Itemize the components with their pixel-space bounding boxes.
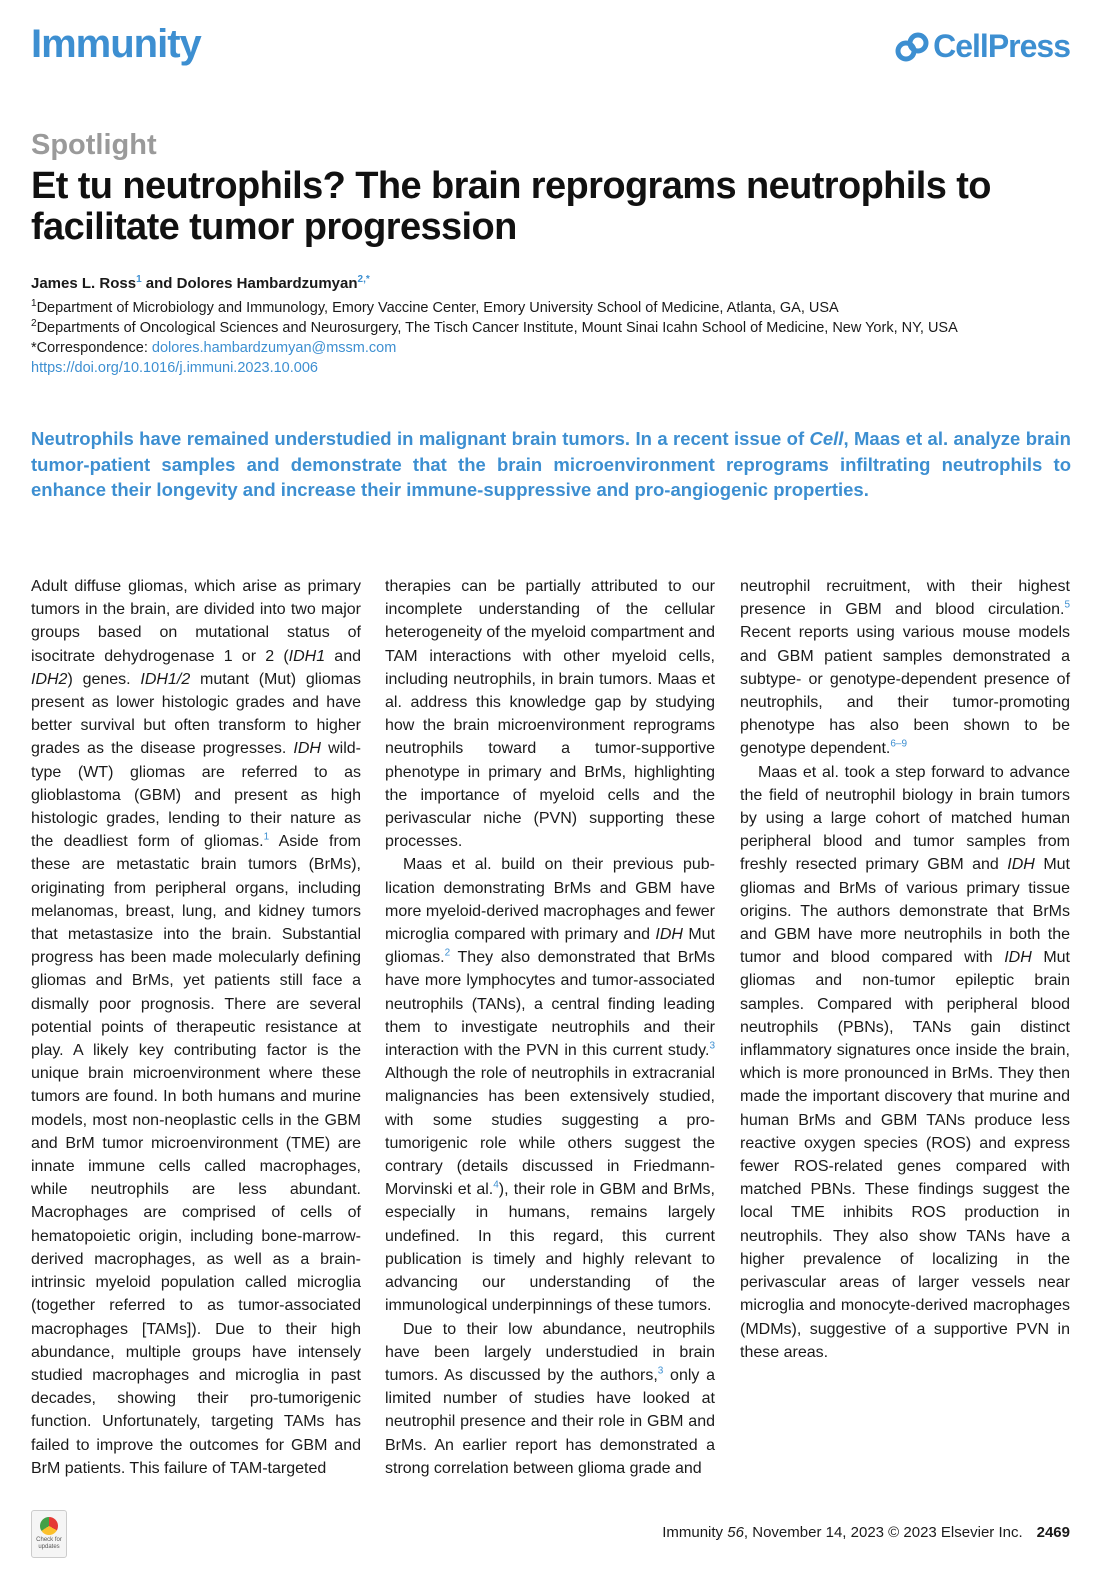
article-title: Et tu neutrophils? The brain reprograms neutrophils to facilitate tumor progression: [31, 165, 991, 248]
abstract-text: Neutrophils have remained understudied in malignant brain tumors. In a recent issue of: [31, 428, 810, 449]
paragraph-continued: neutrophil recruitment, with their highest presence in GBM and blood circulation.$^5$ Recent reports using various mouse models and GBM patient samples demonstrated a subtype- or genotype-dependent presence of neutrophils, and their tumor-promoting phenotype has also been shown to be genotype dependent.$^{6-9}$: [740, 578, 1071, 758]
author-sep: and: [141, 275, 177, 292]
citation-link[interactable]: 6–9: [890, 739, 908, 751]
citation-link[interactable]: 1: [263, 831, 270, 843]
affiliations: [31, 298, 1071, 378]
affiliation-2: [31, 318, 1071, 338]
body-column-1: [31, 575, 361, 1480]
citation-link[interactable]: 2: [444, 947, 451, 959]
body-column-3: [740, 575, 1070, 1364]
footer-journal: Immunity: [662, 1524, 728, 1541]
paragraph-continued: therapies can be partially attributed to our incomplete understanding of the cellular heterogeneity of the myeloid compartment and TAM interactions with other myeloid cells, including neutrophils, in brain tumors. Maas et al. address this knowledge gap by studying how the brain microenvironment reprograms neutrophils toward a tumor-supportive phenotype in primary and BrMs, highlighting the importance of myeloid cells and the perivascular niche (PVN) supporting these processes.: [385, 578, 716, 851]
cellpress-icon: [895, 32, 929, 62]
check-for-updates-badge[interactable]: [31, 1510, 67, 1558]
section-label: Spotlight: [31, 129, 157, 161]
publisher-logo: [895, 28, 1070, 65]
publisher-name: CellPress: [933, 28, 1070, 64]
paragraph: Maas et al. build on their previous publication demonstrating BrMs and GBM have more myeloid-derived macrophages and fewer microglia compared with primary and IDH Mut gliomas.$^2$ They also demonstrated that BrMs have more lymphocytes and tumor-associated neutrophils (TANs), a central finding leading them to investigate neutrophils and their interaction with the PVN in this current study.$^3$ Although the role of neutrophils in extracranial malignancies has been extensively studied, with some studies suggesting a pro-tumorigenic role while others suggest the contrary (details discussed in Friedmann-Morvinski et al.$^4$), their role in GBM and BrMs, especially in humans, remains largely undefined. In this regard, this current publication is timely and highly relevant to advancing our understanding of the immunological underpinnings of these tumors.: [385, 856, 715, 1315]
page-number: 2469: [1036, 1524, 1070, 1541]
correspondence: [31, 338, 1071, 358]
author-sup: 1: [136, 274, 142, 285]
affil-text: Departments of Oncological Sciences and Neurosurgery, The Tisch Cancer Institute, Mount Sinai Icahn School of Medicine, New York, NY, USA: [36, 320, 958, 336]
affil-text: Department of Microbiology and Immunology, Emory Vaccine Center, Emory University School of Medicine, Atlanta, GA, USA: [36, 300, 839, 316]
update-icon: [40, 1517, 58, 1535]
abstract-journal: Cell: [809, 428, 844, 449]
author-sup: 2,*: [357, 274, 370, 285]
citation-link[interactable]: 4: [493, 1179, 499, 1191]
badge-label: Check for updates: [36, 1537, 62, 1550]
page-footer: [662, 1524, 1070, 1541]
email-link[interactable]: dolores.hambardzumyan@mssm.com: [151, 340, 397, 356]
citation-link[interactable]: 3: [657, 1365, 664, 1377]
doi-link[interactable]: https://doi.org/10.1016/j.immuni.2023.10.006: [31, 360, 318, 376]
citation-link[interactable]: 5: [1064, 599, 1070, 611]
paragraph: Adult diffuse gliomas, which arise as primary tumors in the brain, are divided into two major groups based on mutational status of isocitrate dehydrogenase 1 or 2 (IDH1 and IDH2) genes. IDH1/2 mutant (Mut) gliomas present as lower histologic grades and have better survival but often transform to higher grades as the disease progresses. IDH wild-type (WT) gliomas are referred to as glioblastoma (GBM) and present as high histologic grades, lending to their nature as the deadliest form of gliomas.$^1$ Aside from these are metastatic brain tumors (BrMs), originating from peripheral organs, including melanomas, breast, lung, and kidney tumors that metastasize into the brain. Substantial progress has been made molecularly defining gliomas and BrMs, yet patients still face a dismally poor prognosis. There are several potential points of therapeutic resistance at play. A likely key contributing factor is the unique brain microenvironment where these tumors are found. In both humans and murine models, most non-neoplastic cells in the GBM and BrM tumor microenvironment (TME) are innate immune cells called macrophages, while neutrophils are less abundant. Macrophages are comprised of cells of hematopoietic origin, including bone-marrow-derived macrophages, as well as a brain-intrinsic myeloid population called microglia (together referred to as tumor-associated macrophages [TAMs]). Due to their high abundance, multiple groups have intensely studied macrophages and microglia in past decades, showing their pro-tumorigenic function. Unfortunately, targeting TAMs has failed to improve the outcomes for GBM and BrM patients. This failure of TAM-targeted: [31, 578, 362, 1477]
correspondence-label: *Correspondence:: [31, 340, 152, 356]
citation-link[interactable]: 3: [709, 1040, 715, 1052]
body-column-2: [385, 575, 715, 1480]
affil-sup: 2: [31, 318, 37, 330]
author-name[interactable]: Dolores Hambardzumyan: [176, 275, 358, 292]
paragraph: Due to their low abundance, neutrophils have been largely understudied in brain tumors. As discussed by the authors,$^3$ only a limited number of studies have looked at neutrophil presence and their role in GBM and BrMs. An earlier report has demonstrated a strong correlation between glioma grade and: [385, 1320, 716, 1477]
abstract: [31, 426, 1071, 503]
abstract-text: , Maas et al. analyze brain tumor-patient samples and demonstrate that the brain microenvironment reprograms infiltrating neutrophils to enhance their longevity and increase their immune-suppressive and pro-angiogenic properties.: [31, 428, 1071, 500]
paragraph: Maas et al. took a step forward to advance the field of neutrophil biology in brain tumors by using a large cohort of matched human peripheral blood and tumor samples from freshly resected primary GBM and IDH Mut gliomas and BrMs of various primary tissue origins. The authors demonstrate that BrMs and GBM have more neutrophils in both the tumor and blood compared with IDH Mut gliomas and non-tumor epileptic brain samples. Compared with peripheral blood neutrophils (PBNs), TANs gain distinct inflammatory signatures once inside the brain, which is more pronounced in BrMs. They then made the important discovery that murine and human BrMs and GBM TANs produce less reactive oxygen species (ROS) and express fewer ROS-related genes compared with matched PBNs. These findings suggest the local TME inhibits ROS production in neutrophils. They also show TANs have a higher prevalence of localizing in the perivascular areas of larger vessels near microglia and monocyte-derived macrophages (MDMs), suggestive of a supportive PVN in these areas.: [740, 763, 1070, 1361]
author-list: [31, 275, 370, 292]
author-name[interactable]: James L. Ross: [31, 275, 137, 292]
journal-name: Immunity: [31, 22, 201, 66]
footer-date: , November 14, 2023 © 2023 Elsevier Inc.: [743, 1524, 1023, 1541]
affiliation-1: [31, 298, 1071, 318]
footer-volume: 56: [727, 1524, 744, 1541]
affil-sup: 1: [31, 298, 37, 310]
